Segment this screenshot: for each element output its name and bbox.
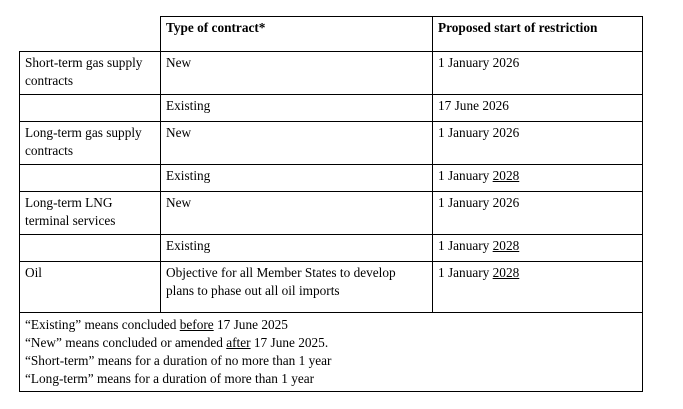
date-year: 2026 (492, 195, 520, 210)
notes-row (20, 313, 643, 392)
category-cell (20, 235, 161, 262)
start-date-cell: 1 January 2028 (433, 235, 643, 262)
start-date-cell: 1 January 2026 (433, 52, 643, 95)
contract-type-cell: New (161, 52, 433, 95)
contract-type-cell: Existing (161, 95, 433, 122)
category-cell: Short-term gas supply contracts (20, 52, 161, 95)
date-year: 2026 (492, 125, 520, 140)
start-date-cell: 1 January 2028 (433, 165, 643, 192)
start-date-cell: 1 January 2026 (433, 192, 643, 235)
date-year: 2026 (482, 98, 509, 113)
table-row (20, 235, 643, 262)
note-existing: “Existing” means concluded before 17 June 2025 (25, 317, 288, 332)
table-row (20, 122, 643, 165)
table-row (20, 165, 643, 192)
contract-type-cell: Objective for all Member States to develop plans to phase out all oil imports (161, 262, 433, 313)
start-date-cell: 1 January 2026 (433, 122, 643, 165)
note-short-term: “Short-term” means for a duration of no more than 1 year (25, 353, 332, 368)
contract-type-cell: Existing (161, 165, 433, 192)
date-year: 2028 (492, 168, 520, 183)
date-year: 2028 (492, 238, 520, 253)
category-cell (20, 95, 161, 122)
note-long-term: “Long-term” means for a duration of more than 1 year (25, 371, 315, 386)
definitions-cell (20, 313, 643, 392)
note-new: “New” means concluded or amended after 17 June 2025. (25, 335, 329, 350)
category-cell: Oil (20, 262, 161, 313)
contract-type-cell: New (161, 122, 433, 165)
header-start-restriction: Proposed start of restriction (433, 17, 643, 52)
start-date-cell: 1 January 2028 (433, 262, 643, 313)
restriction-table (19, 16, 643, 392)
category-cell (20, 165, 161, 192)
contract-type-cell: Existing (161, 235, 433, 262)
table-row (20, 262, 643, 313)
category-cell: Long-term gas supply contracts (20, 122, 161, 165)
header-contract-type: Type of contract* (161, 17, 433, 52)
start-date-cell: 17 June 2026 (433, 95, 643, 122)
header-blank-cell (20, 17, 161, 52)
date-year: 2028 (492, 265, 520, 280)
header-row (20, 17, 643, 52)
contract-type-cell: New (161, 192, 433, 235)
table-row (20, 95, 643, 122)
table-row (20, 52, 643, 95)
date-year: 2026 (492, 55, 520, 70)
category-cell: Long-term LNG terminal services (20, 192, 161, 235)
table-row (20, 192, 643, 235)
